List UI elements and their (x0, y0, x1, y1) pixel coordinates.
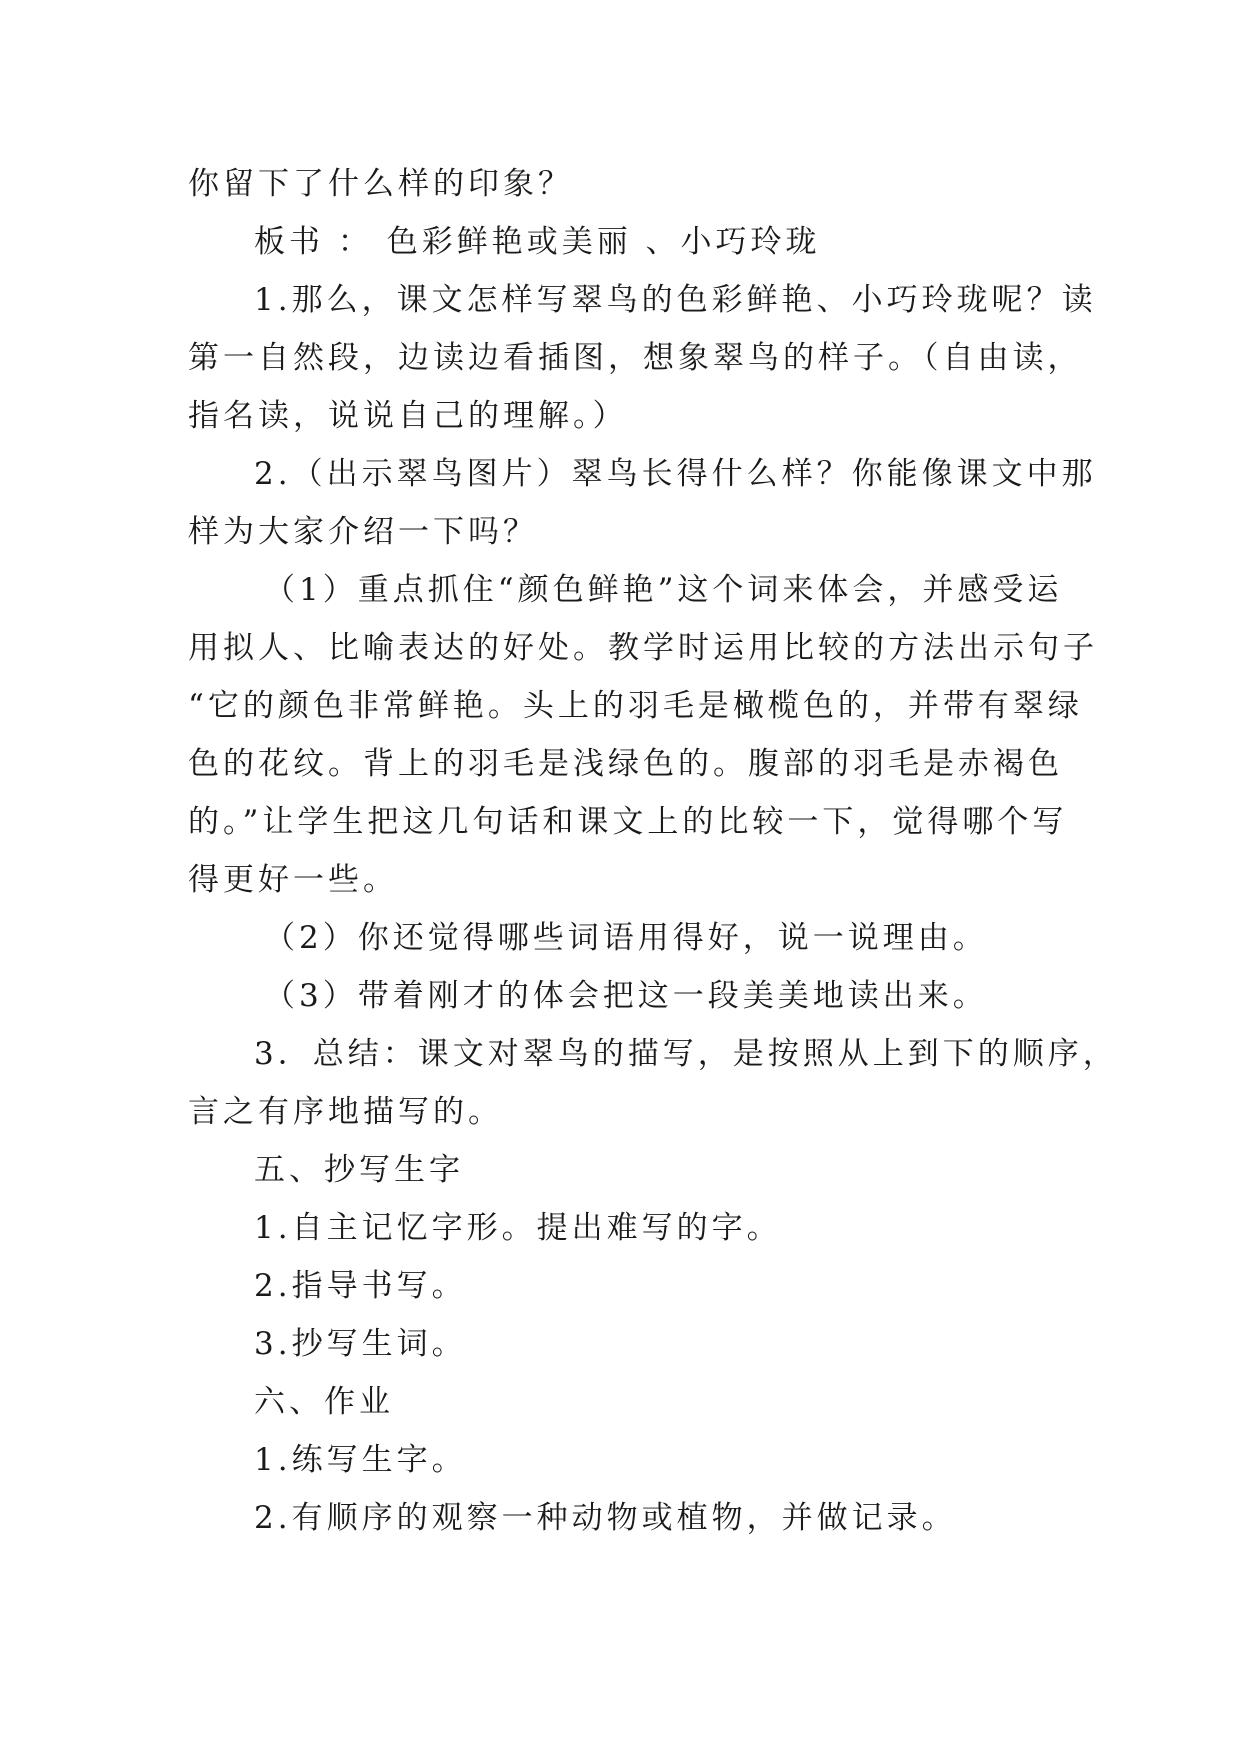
list-item: 1.自主记忆字形。提出难写的字。 (254, 1210, 782, 1246)
paragraph-line: 3．总结：课文对翠鸟的描写，是按照从上到下的顺序， (254, 1036, 1118, 1072)
list-item: 3.抄写生词。 (254, 1326, 467, 1362)
paragraph-line: 色的花纹。背上的羽毛是浅绿色的。腹部的羽毛是赤褐色 (188, 746, 1063, 782)
list-item: 2.指导书写。 (254, 1268, 467, 1304)
paragraph-line: 指名读，说说自己的理解。） (188, 398, 628, 434)
paragraph-line: 得更好一些。 (188, 862, 398, 898)
paragraph-line: （1）重点抓住“颜色鲜艳”这个词来体会，并感受运 (264, 572, 1063, 608)
paragraph-line: 言之有序地描写的。 (188, 1094, 503, 1130)
paragraph-line: （2）你还觉得哪些词语用得好，说一说理由。 (264, 920, 988, 956)
list-item: 1.练写生字。 (254, 1442, 467, 1478)
board-note-line: 板书 ： 色彩鲜艳或美丽 、小巧玲珑 (254, 224, 821, 260)
paragraph-line: 2.（出示翠鸟图片）翠鸟长得什么样？你能像课文中那 (254, 456, 1097, 492)
paragraph-line: 的。”让学生把这几句话和课文上的比较一下，觉得哪个写 (188, 804, 1068, 840)
paragraph-line: “它的颜色非常鲜艳。头上的羽毛是橄榄色的，并带有翠绿 (188, 688, 1083, 724)
paragraph-line: 样为大家介绍一下吗？ (188, 514, 538, 550)
section-heading: 五、抄写生字 (254, 1152, 464, 1188)
paragraph-line: （3）带着刚才的体会把这一段美美地读出来。 (264, 978, 988, 1014)
section-heading: 六、作业 (254, 1384, 394, 1420)
list-item: 2.有顺序的观察一种动物或植物，并做记录。 (254, 1500, 957, 1536)
paragraph-line: 第一自然段，边读边看插图，想象翠鸟的样子。（自由读， (188, 340, 1083, 376)
paragraph-line: 用拟人、比喻表达的好处。教学时运用比较的方法出示句子 (188, 630, 1098, 666)
paragraph-line: 1.那么，课文怎样写翠鸟的色彩鲜艳、小巧玲珑呢？读 (254, 282, 1097, 318)
paragraph-line: 你留下了什么样的印象？ (188, 166, 573, 202)
